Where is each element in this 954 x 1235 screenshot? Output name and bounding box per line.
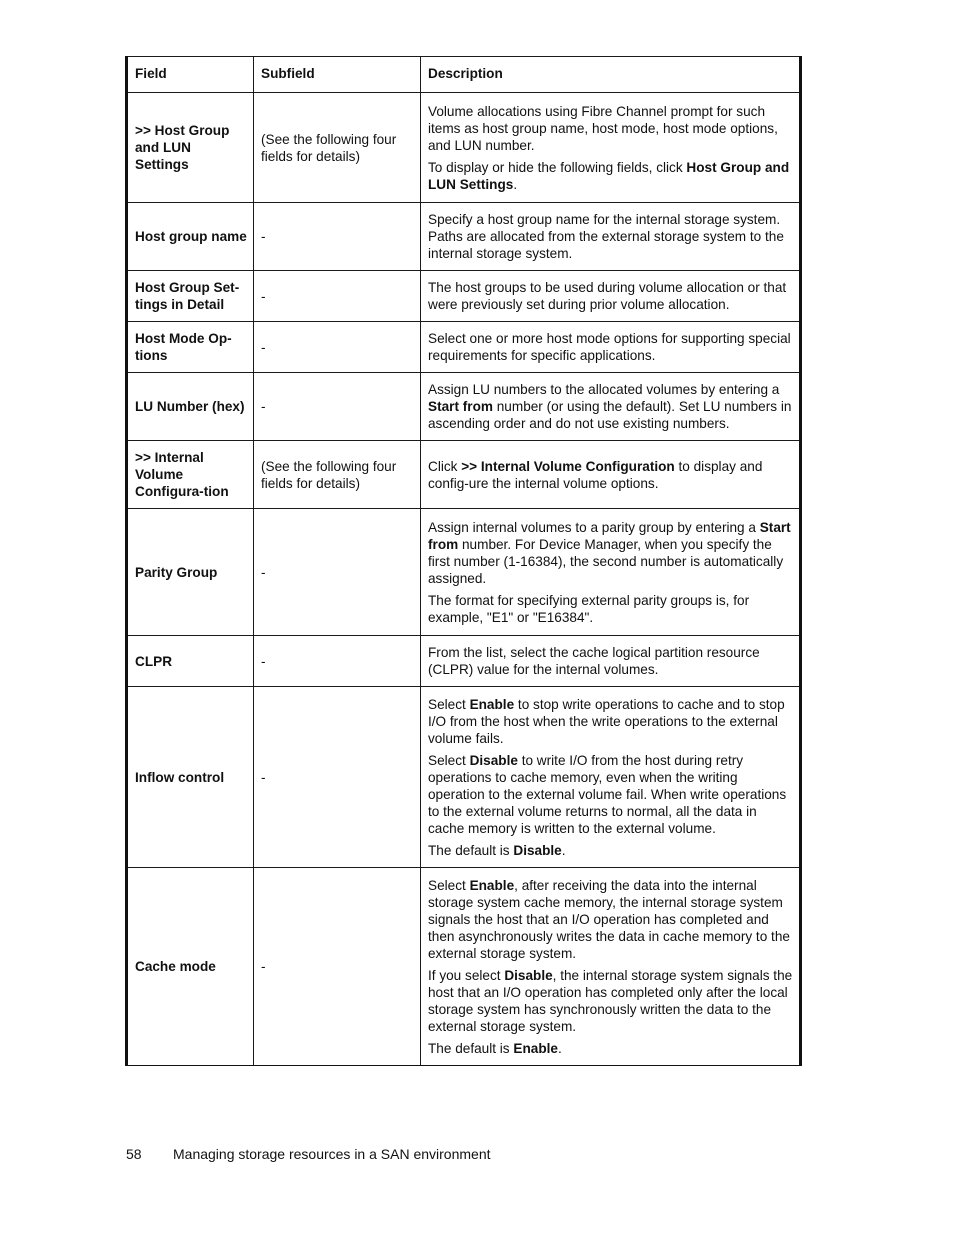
cell-description [421,271,801,322]
cell-field: Cache mode [127,868,254,1066]
description-text: Select [428,877,470,893]
table-body [127,93,801,1066]
description-emphasis: Start from [428,519,791,552]
page-footer [126,1145,491,1163]
table-header-row [127,57,801,93]
description-paragraph [428,519,793,587]
description-text: . [513,176,518,192]
cell-description [421,93,801,203]
table-row [127,203,801,271]
description-emphasis: >> Internal Volume Configuration [461,458,675,474]
description-paragraph [428,696,793,747]
footer-title: Managing storage resources in a SAN environment [173,1146,491,1162]
description-paragraph [428,279,793,313]
description-text: to write I/O from the host during retry operations to cache memory, even when the writing operation to the external volume fail. When write operations to the external volume returns to normal, all the data in cache memory is written to the external volume. [428,752,787,836]
description-text: To display or hide the following fields, click [428,159,687,175]
cell-field: >> Host Group and LUN Settings [127,93,254,203]
table-row [127,373,801,441]
description-text: From the list, select the cache logical partition resource (CLPR) value for the internal volumes. [428,645,760,677]
description-text: Select one or more host mode options for supporting special requirements for specific applications. [428,331,791,363]
description-text: . [561,842,566,858]
description-emphasis: Enable [469,696,515,712]
cell-subfield: (See the following four fields for details) [254,93,421,203]
table-row [127,687,801,868]
description-text: The default is [428,1040,514,1056]
description-emphasis: Enable [513,1040,558,1056]
cell-subfield: (See the following four fields for details) [254,441,421,509]
header-field: Field [127,57,254,93]
header-description: Description [421,57,801,93]
description-text: Select [428,696,470,712]
description-paragraph [428,1040,793,1057]
description-emphasis: Disable [469,752,518,768]
cell-subfield: - [254,868,421,1066]
description-text: Specify a host group name for the internal storage system. Paths are allocated from the external storage system to the internal storage system. [428,212,784,261]
description-paragraph [428,330,793,364]
description-text: If you select [428,967,505,983]
cell-subfield: - [254,373,421,441]
description-paragraph [428,211,793,262]
description-paragraph [428,103,793,154]
description-text: Volume allocations using Fibre Channel prompt for such items as host group name, host mode, host mode options, and LUN number. [428,103,778,153]
description-paragraph [428,644,793,678]
cell-field: CLPR [127,636,254,687]
description-paragraph [428,752,793,837]
table-row [127,441,801,509]
description-emphasis: Enable [469,877,515,893]
table-row [127,636,801,687]
table-row [127,271,801,322]
cell-subfield: - [254,322,421,373]
cell-field: LU Number (hex) [127,373,254,441]
description-emphasis: Disable [513,842,562,858]
description-text: . [557,1040,562,1056]
description-text: number. For Device Manager, when you specify the first number (1-16384), the second number is automatically assigned. [428,536,784,586]
cell-subfield: - [254,509,421,636]
cell-field: Parity Group [127,509,254,636]
cell-subfield: - [254,687,421,868]
description-paragraph [428,458,793,492]
description-paragraph [428,842,793,859]
description-paragraph [428,159,793,193]
description-text: , the internal storage system signals the host that an I/O operation has completed only after the local storage system has synchronously written the data to the external storage system. [428,967,793,1034]
cell-subfield: - [254,271,421,322]
cell-description [421,373,801,441]
cell-description [421,868,801,1066]
description-text: Assign LU numbers to the allocated volumes by entering a [428,382,780,397]
field-description-table [125,56,802,1066]
description-paragraph [428,967,793,1035]
description-text: The default is [428,842,514,858]
description-text: The format for specifying external parity groups is, for example, "E1" or "E16384". [428,592,750,625]
table-row [127,868,801,1066]
description-emphasis: Start from [428,399,493,414]
description-text: to display and config-ure the internal volume options. [428,458,763,491]
cell-field: Host Group Set-tings in Detail [127,271,254,322]
header-subfield: Subfield [254,57,421,93]
page-number: 58 [126,1146,142,1162]
cell-description [421,687,801,868]
description-text: Click [428,458,462,474]
description-emphasis: Host Group and LUN Settings [428,159,790,192]
cell-subfield: - [254,636,421,687]
description-text: The host groups to be used during volume allocation or that were previously set during prior volume allocation. [428,280,787,312]
table-row [127,509,801,636]
cell-field: >> Internal Volume Configura-tion [127,441,254,509]
description-text: to stop write operations to cache and to stop I/O from the host when the write operations to the external volume fails. [428,696,785,746]
description-paragraph [428,381,793,432]
description-text: Assign internal volumes to a parity group by entering a [428,519,760,535]
description-text: , after receiving the data into the internal storage system cache memory, the internal storage system signals the host that an I/O operation has completed and then asynchronously writes the data in cache memory to the external storage system. [428,877,790,961]
cell-field: Host Mode Op-tions [127,322,254,373]
cell-field: Inflow control [127,687,254,868]
description-text: Select [428,752,470,768]
cell-description [421,636,801,687]
description-text: number (or using the default). Set LU numbers in ascending order and do not use existing numbers. [428,399,792,431]
cell-description [421,509,801,636]
cell-field: Host group name [127,203,254,271]
description-emphasis: Disable [504,967,553,983]
cell-subfield: - [254,203,421,271]
description-paragraph [428,592,793,626]
cell-description [421,441,801,509]
table-row [127,322,801,373]
cell-description [421,322,801,373]
description-paragraph [428,877,793,962]
cell-description [421,203,801,271]
table-row [127,93,801,203]
